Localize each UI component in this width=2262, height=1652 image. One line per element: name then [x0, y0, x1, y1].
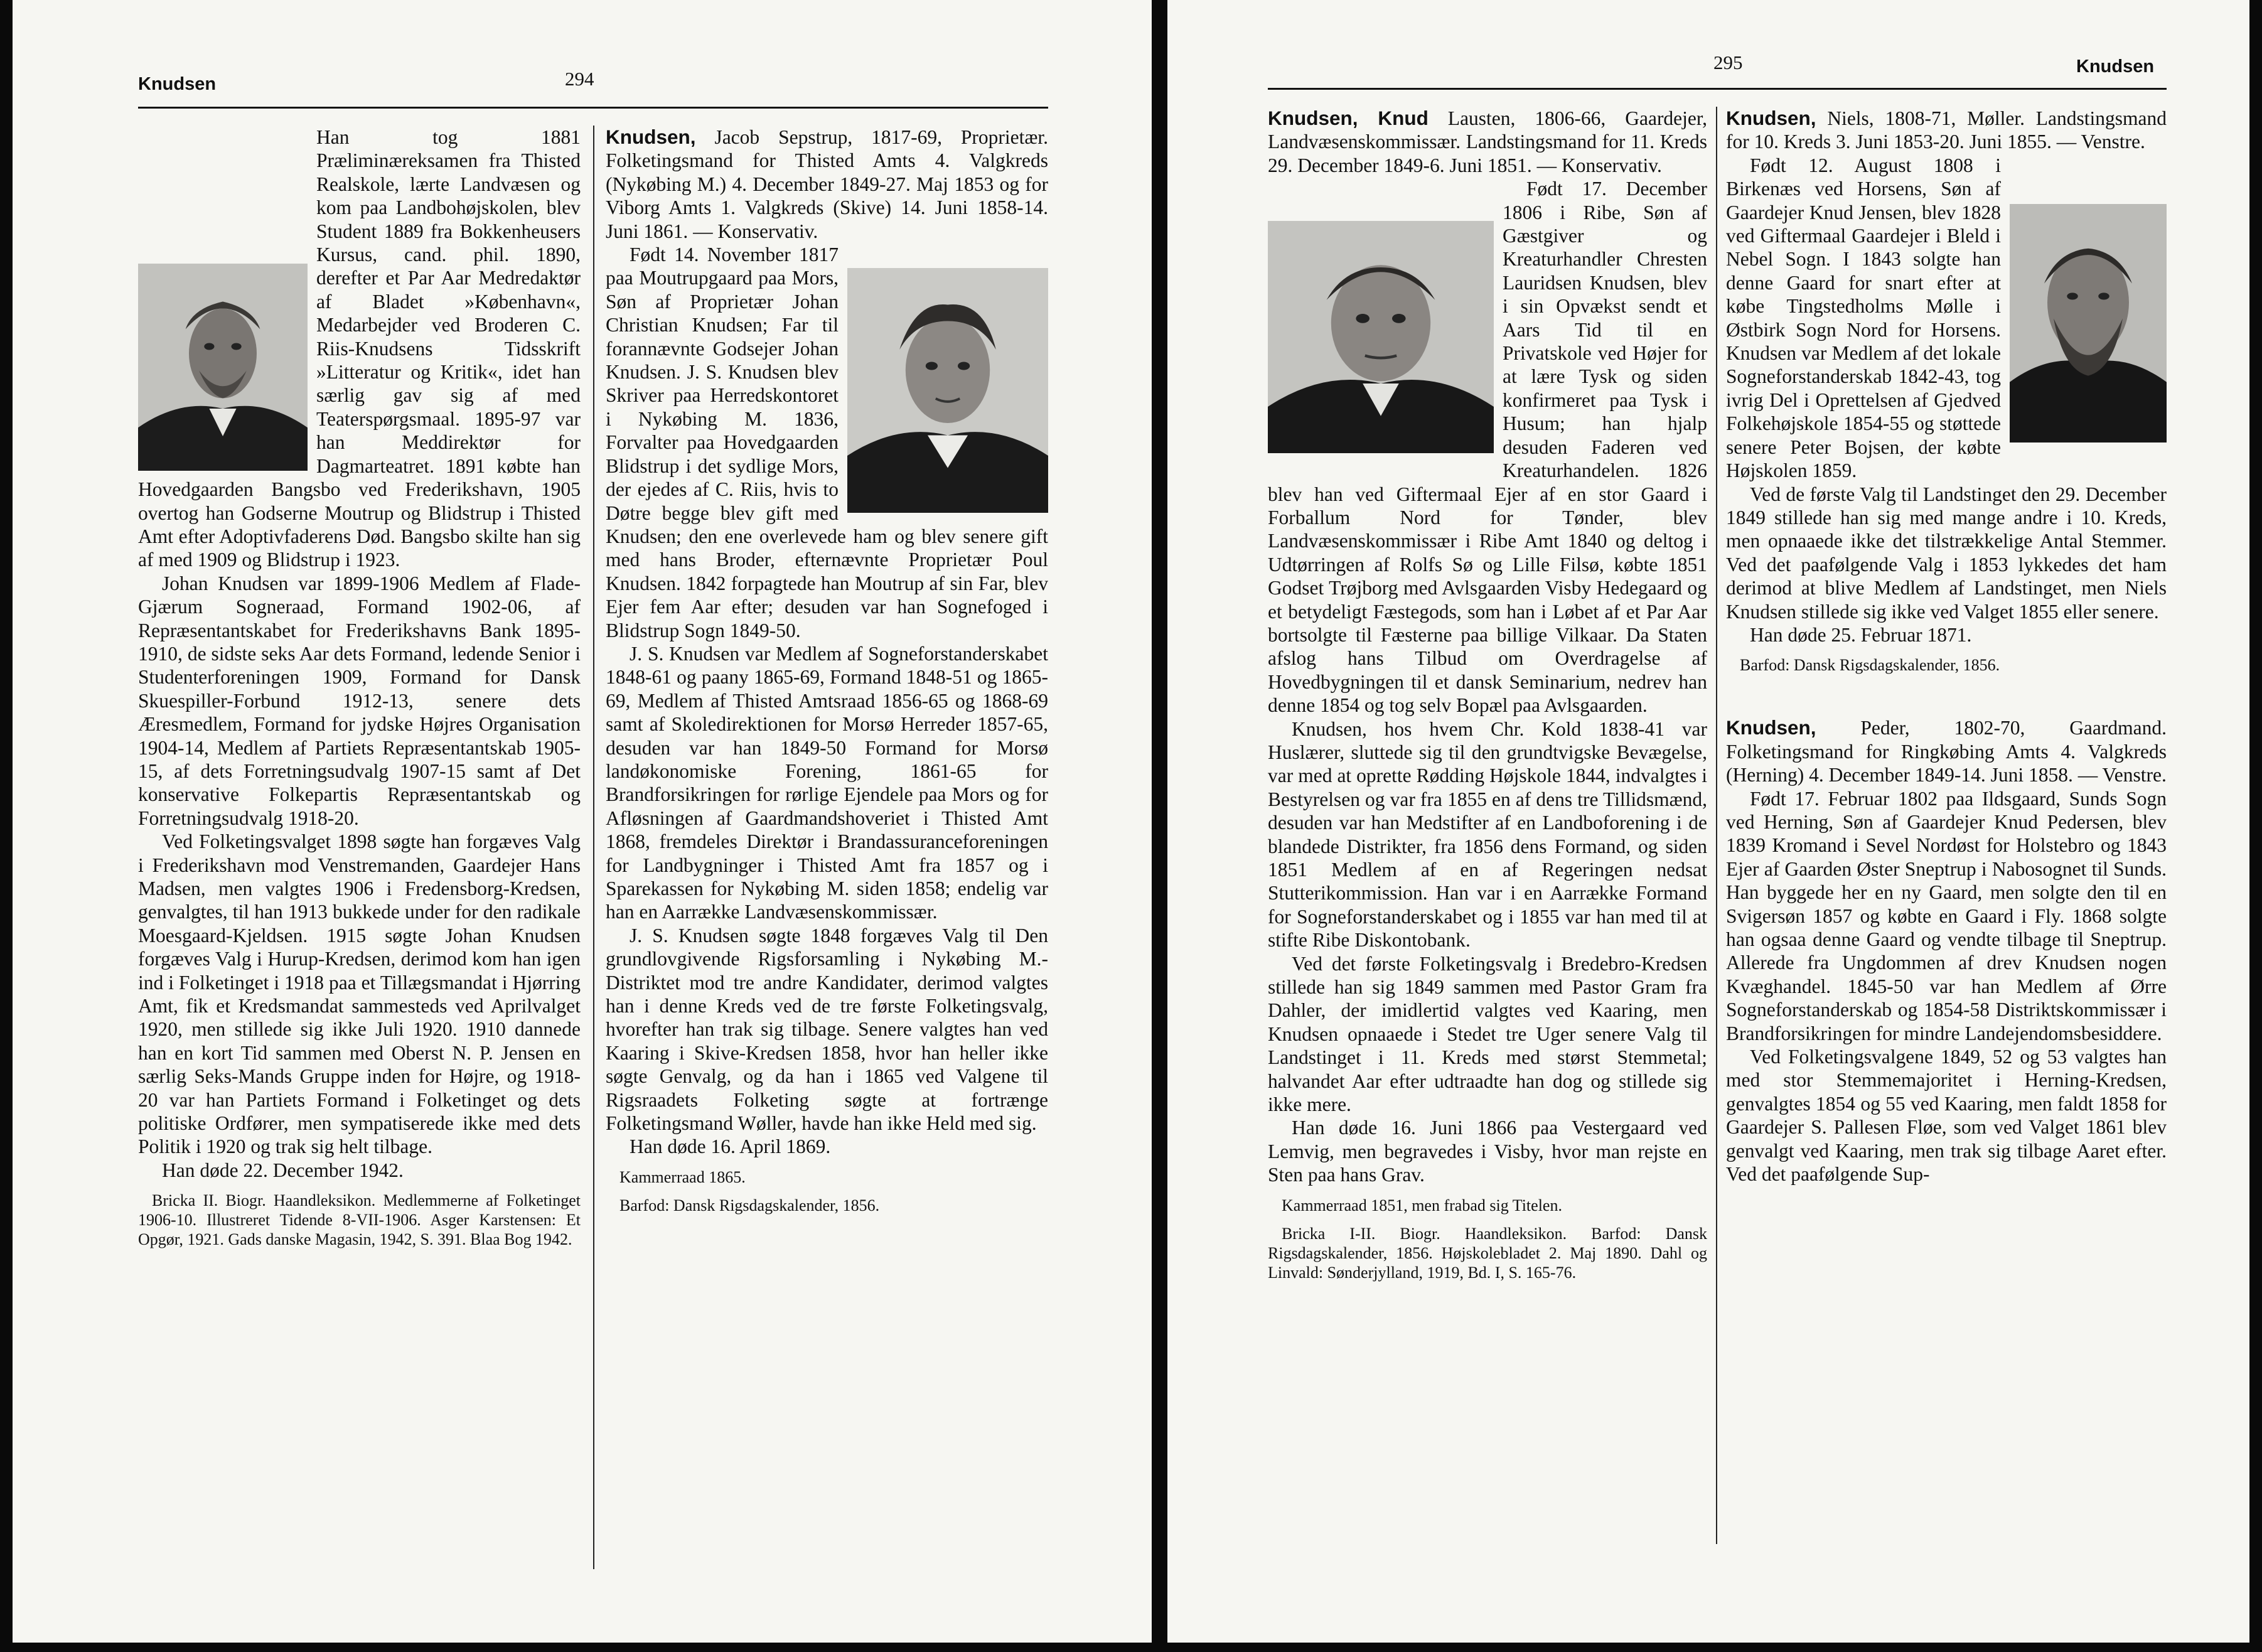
niels-entry-head: Niels, 1808-71, Møller. Landstingsmand for 10. Kreds 3. Juni 1853-20. Juni 1855. — Venstre.	[1726, 107, 2167, 153]
portrait-niels-knudsen-icon	[2010, 204, 2167, 442]
jacob-entry-head: Jacob Sepstrup, 1817-69, Proprietær. Folketingsmand for Thisted Amts 4. Valgkreds (Nykøbing M.) 4. December 1849-27. Maj 1853 og for Viborg Amts 1. Valgkreds (Skive) 14. Juni 1858-14. Juni 1861. — Konservativ.	[606, 126, 1048, 242]
niels-death: Han døde 25. Februar 1871.	[1750, 623, 1972, 646]
right-page	[1167, 0, 2249, 1643]
peder-entry-head: Peder, 1802-70, Gaardmand. Folketingsmand for Ringkøbing Amts 4. Valgkreds (Herning) 4. December 1849-14. Juni 1858. — Venstre.	[1726, 717, 2167, 786]
portrait-niels-knudsen	[2010, 204, 2167, 442]
knud-bio-p2: Knudsen, hos hvem Chr. Kold 1838-41 var Huslærer, sluttede sig til den grundtvigske Bevægelse, var med at oprette Rødding Højskole 1844, indvalgtes i Bestyrelsen og var fra 1855 en af dens tre Tillidsmænd, desuden var han Medstifter af en Landboforening i de blandede Distrikter, fra 1856 dens Formand, og siden 1851 Medlem af en af Regeringen nedsat Stutterikommission. Han var i en Aarrække Formand for Sogneforstanderskabet og i 1855 var han med til at stifte Ribe Diskontobank.	[1268, 717, 1707, 952]
page-number-left: 294	[565, 68, 594, 90]
right-column-2	[1726, 107, 2167, 1186]
knud-bio-p3: Ved det første Folketingsvalg i Bredebro-Kredsen stillede han sig 1849 sammen med Pastor Gram fra Dahler, der imidlertid valgtes ved Kaaring, men Knudsen opnaaede i Stedet tre Uger senere Valg til Landstinget i 11. Kreds med størst Stemmetal; halvandet Aar efter udtraadte han dog og stillede sig ikke mere.	[1268, 952, 1707, 1116]
knud-source-1: Kammerraad 1851, men frabad sig Titelen.	[1282, 1196, 1562, 1215]
portrait-johan-knudsen	[138, 264, 308, 471]
running-title-right: Knudsen	[2076, 56, 2155, 77]
entry-name-niels: Knudsen,	[1726, 107, 1816, 129]
niels-bio-p1: Født 12. August 1808 i Birkenæs ved Horsens, Søn af Gaardejer Knud Jensen, blev 1828 ved Giftermaal Gaardejer i Bleld i Nebel Sogn. I 1843 solgte han denne Gaard for snart efter at købe Tingstedholms Mølle i Østbirk Sogn Nord for Horsens. Knudsen var Medlem af det lokale Sogneforstanderskab 1842-43, tog ivrig Del i Oprettelsen af Gjedved Folkehøjskole 1854-55 og støttede senere Peter Bojsen, der købte Højskolen 1859.	[1726, 154, 2001, 482]
jacob-bio-p1: Født 14. November 1817 paa Moutrupgaard paa Mors, Søn af Proprietær Johan Christian Knudsen; Far til forannævnte Godsejer Johan Knudsen. J. S. Knudsen blev Skriver paa Herredskontoret i Nykøbing M. 1836, Forvalter paa Hovedgaarden Blidstrup i det sydlige Mors, der ejedes af C. Riis, hvis to Døtre begge blev gift med Knudsen; den ene overlevede ham og blev senere gift med hans Broder, efternævnte Proprietær Poul Knudsen. 1842 forpagtede han Moutrup af sin Far, blev Ejer fem Aar efter; desuden var han Sognefoged i Blidstrup Sogn 1849-50.	[606, 244, 1048, 641]
jacob-death: Han døde 16. April 1869.	[630, 1135, 831, 1158]
johan-sources: Bricka II. Biogr. Haandleksikon. Medlemmerne af Folketinget 1906-10. Illustreret Tidende 8-VII-1906. Asger Karstensen: Et Opgør, 1921. Gads danske Magasin, 1942, S. 391. Blaa Bog 1942.	[138, 1191, 581, 1249]
knud-entry-head: Lausten, 1806-66, Gaardejer, Landvæsenskommissær. Landstingsmand for 11. Kreds 29. December 1849-6. Juni 1851. — Konservativ.	[1268, 107, 1708, 176]
johan-bio-p2: Johan Knudsen var 1899-1906 Medlem af Flade-Gjærum Sogneraad, Formand 1902-06, af Repræsentantskabet for Frederikshavns Bank 1895-1910, de sidste seks Aar dets Formand, ledende Senior i Studenterforeningen 1909, Formand for Dansk Skuespiller-Forbund 1912-13, senere dets Æresmedlem, Formand for jydske Højres Organisation 1904-14, Medlem af Partiets Repræsentantskab 1905-15, af dets Forretningsudvalg 1907-15 samt af Det konservative Folkepartis Repræsentantskab og Forretningsudvalg 1918-20.	[138, 572, 581, 829]
johan-bio-p1: Han tog 1881 Præliminæreksamen fra Thisted Realskole, lærte Landvæsen og kom paa Landbohøjskolen, blev Student 1889 fra Bokkenheusers Kursus, cand. phil. 1890, derefter et Par Aar Medredaktør af Bladet »København«, Medarbejder ved Broderen C. Riis-Knudsens Tidsskrift »Litteratur og Kritik«, idet han særlig gav sig af med Teaterspørgsmaal. 1895-97 var han Meddirektør for Dagmarteatret. 1891 købte han Hovedgaarden Bangsbo ved Frederikshavn, 1905 overtog han Godserne Moutrup og Blidstrup i Thisted Amt efter Adoptivfaderens Død. Bangsbo skilte han sig af med 1909 og Blidstrup i 1923.	[138, 126, 581, 571]
right-column-1	[1268, 107, 1707, 1282]
niels-source: Barfod: Dansk Rigsdagskalender, 1856.	[1740, 656, 2000, 675]
left-column-2	[606, 126, 1048, 1215]
portrait-knud-knudsen	[1268, 221, 1494, 453]
jacob-source-1: Kammerraad 1865.	[619, 1167, 746, 1186]
knud-source-2: Bricka I-II. Biogr. Haandleksikon. Barfod: Dansk Rigsdagskalender, 1856. Højskolebladet 2. Maj 1890. Dahl og Linvald: Sønderjylland, 1919, Bd. I, S. 165-76.	[1268, 1224, 1707, 1282]
running-title-left: Knudsen	[138, 74, 217, 94]
entry-name-jacob: Knudsen,	[606, 126, 696, 148]
entry-name-knud: Knudsen, Knud	[1268, 107, 1428, 129]
knud-death: Han døde 16. Juni 1866 paa Vestergaard ved Lemvig, men begravedes i Visby, hvor man rejste en Sten paa hans Grav.	[1268, 1117, 1707, 1186]
johan-death: Han døde 22. December 1942.	[162, 1159, 404, 1181]
header-rule-left	[138, 107, 1048, 109]
entry-name-peder: Knudsen,	[1726, 716, 1816, 739]
header-rule-right	[1268, 88, 2167, 90]
column-rule-left	[593, 126, 594, 1569]
portrait-jacob-knudsen-icon	[847, 268, 1048, 513]
johan-bio-p3: Ved Folketingsvalget 1898 søgte han forgæves Valg i Frederikshavn mod Venstremanden, Gaardejer Hans Madsen, men valgtes 1906 i Fredensborg-Kredsen, genvalgtes, til han 1913 bukkede under for den radikale Moesgaard-Kjeldsen. 1915 søgte Johan Knudsen forgæves Valg i Hurup-Kredsen, derimod kom han igen ind i Folketinget i 1918 paa et Tillægsmandat i Hjørring Amt, fik et Kredsmandat sammesteds ved Aprilvalget 1920, men stillede sig ikke Juli 1920. 1910 dannede han en kort Tid sammen med Oberst N. P. Jensen en særlig Seks-Mands Gruppe inden for Højre, og 1918-20 var han Partiets Formand i Folketinget og dets politiske Ordfører, men sympatiserede ikke med dets Politik i 1920 og trak sig helt tilbage.	[138, 830, 581, 1158]
knud-bio-p1: Født 17. December 1806 i Ribe, Søn af Gæstgiver og Kreaturhandler Chresten Lauridsen Knudsen, blev i sin Opvækst sendt et Aars Tid til en Privatskole ved Højer for at lære Tysk og siden konfirmeret paa Tysk i Husum; han hjalp desuden Faderen ved Kreaturhandelen. 1826 blev han ved Giftermaal Ejer af en stor Gaard i Forballum Nord for Tønder, blev Landvæsenskommissær i Ribe Amt 1840 og deltog i Udtørringen af Rolfs Sø og Lille Filsø, købte 1851 Godset Trøjborg med Avlsgaarden Visby Hedegaard og et betydeligt Fæstegods, som han i Løbet af et Par Aar bortsolgte til Fæsterne paa billige Vilkaar. Da Staten afslog hans Tilbud om Overdragelse af Hovedbygningen til et dansk Seminarium, nedrev han denne 1854 og tog selv Bopæl paa Avlsgaarden.	[1268, 178, 1707, 717]
page-number-right: 295	[1713, 51, 1743, 73]
jacob-source-2: Barfod: Dansk Rigsdagskalender, 1856.	[619, 1196, 880, 1215]
peder-bio-p1: Født 17. Februar 1802 paa Ildsgaard, Sunds Sogn ved Herning, Søn af Gaardejer Knud Pedersen, blev 1839 Kromand i Sevel Nordøst for Holstebro og 1843 Ejer af Gaarden Øster Sneptrup i Nabosognet til Sunds. Han byggede her en ny Gaard, men solgte den til en Svigersøn 1857 og købte en Gaard i Fly. 1868 solgte han ogsaa denne Gaard og vendte tilbage til Sneptrup. Allerede fra Ungdommen af drev Knudsen nogen Kvæghandel. 1845-50 var han Medlem af Ørre Sogneforstanderskab og 1854-58 Distriktskommissær i Brandforsikringen for mindre Landejendomsbesiddere.	[1726, 787, 2167, 1044]
jacob-bio-p2: J. S. Knudsen var Medlem af Sogneforstanderskabet 1848-61 og paany 1865-69, Formand 1848-51 og 1865-69, Medlem af Thisted Amtsraad 1856-65 og 1868-69 samt af Skoledirektionen for Morsø Herreder 1857-65, desuden var han 1849-50 Formand for Morsø landøkonomiske Forening, 1861-65 for Brandforsikringen for rørlige Ejendele paa Mors og for Afløsningen af Gaardmandshoveriet i Thisted Amt 1868, fremdeles Direktør i Brandassuranceforeningen for Landbygninger i Thisted Amt fra 1857 og i Sparekassen for Nykøbing M. siden 1858; endelig var han en Aarrække Landvæsenskommissær.	[606, 642, 1048, 923]
jacob-bio-p3: J. S. Knudsen søgte 1848 forgæves Valg til Den grundlovgivende Rigsforsamling i Nykøbing M.-Distriktet mod tre andre Kandidater, derimod valgtes han i denne Kreds ved de tre første Folketingsvalg, hvorefter han trak sig tilbage. Senere valgtes han ved Kaaring i Skive-Kredsen 1858, hvor han heller ikke søgte Genvalg, og da han i 1865 ved Valgene til Rigsraadets Folketing søgte at fortrænge Folketingsmand Wøller, havde han ikke Held med sig.	[606, 924, 1048, 1135]
portrait-jacob-knudsen	[847, 268, 1048, 513]
peder-bio-p2: Ved Folketingsvalgene 1849, 52 og 53 valgtes han med stor Stemmemajoritet i Herning-Kredsen, genvalgtes 1854 og 55 ved Kaaring, men faldt 1858 for Gaardejer S. Pallesen Fløe, som ved Valget 1861 blev genvalgt ved Kaaring, men trak sig tilbage Aaret efter. Ved det paafølgende Sup-	[1726, 1046, 2167, 1186]
column-rule-right	[1716, 107, 1717, 1544]
niels-bio-p2: Ved de første Valg til Landstinget den 29. December 1849 stillede han sig med mange andre i 10. Kreds, men opnaaede ikke det tilstrækkelige Antal Stemmer. Ved det paafølgende Valg i 1853 lykkedes det ham derimod at blive Medlem af Landstinget, men Niels Knudsen stillede sig ikke ved Valget 1855 eller senere.	[1726, 483, 2167, 623]
portrait-johan-knudsen-icon	[138, 264, 308, 471]
left-column-1	[138, 126, 581, 1249]
left-page	[13, 0, 1152, 1643]
portrait-knud-knudsen-icon	[1268, 221, 1494, 453]
